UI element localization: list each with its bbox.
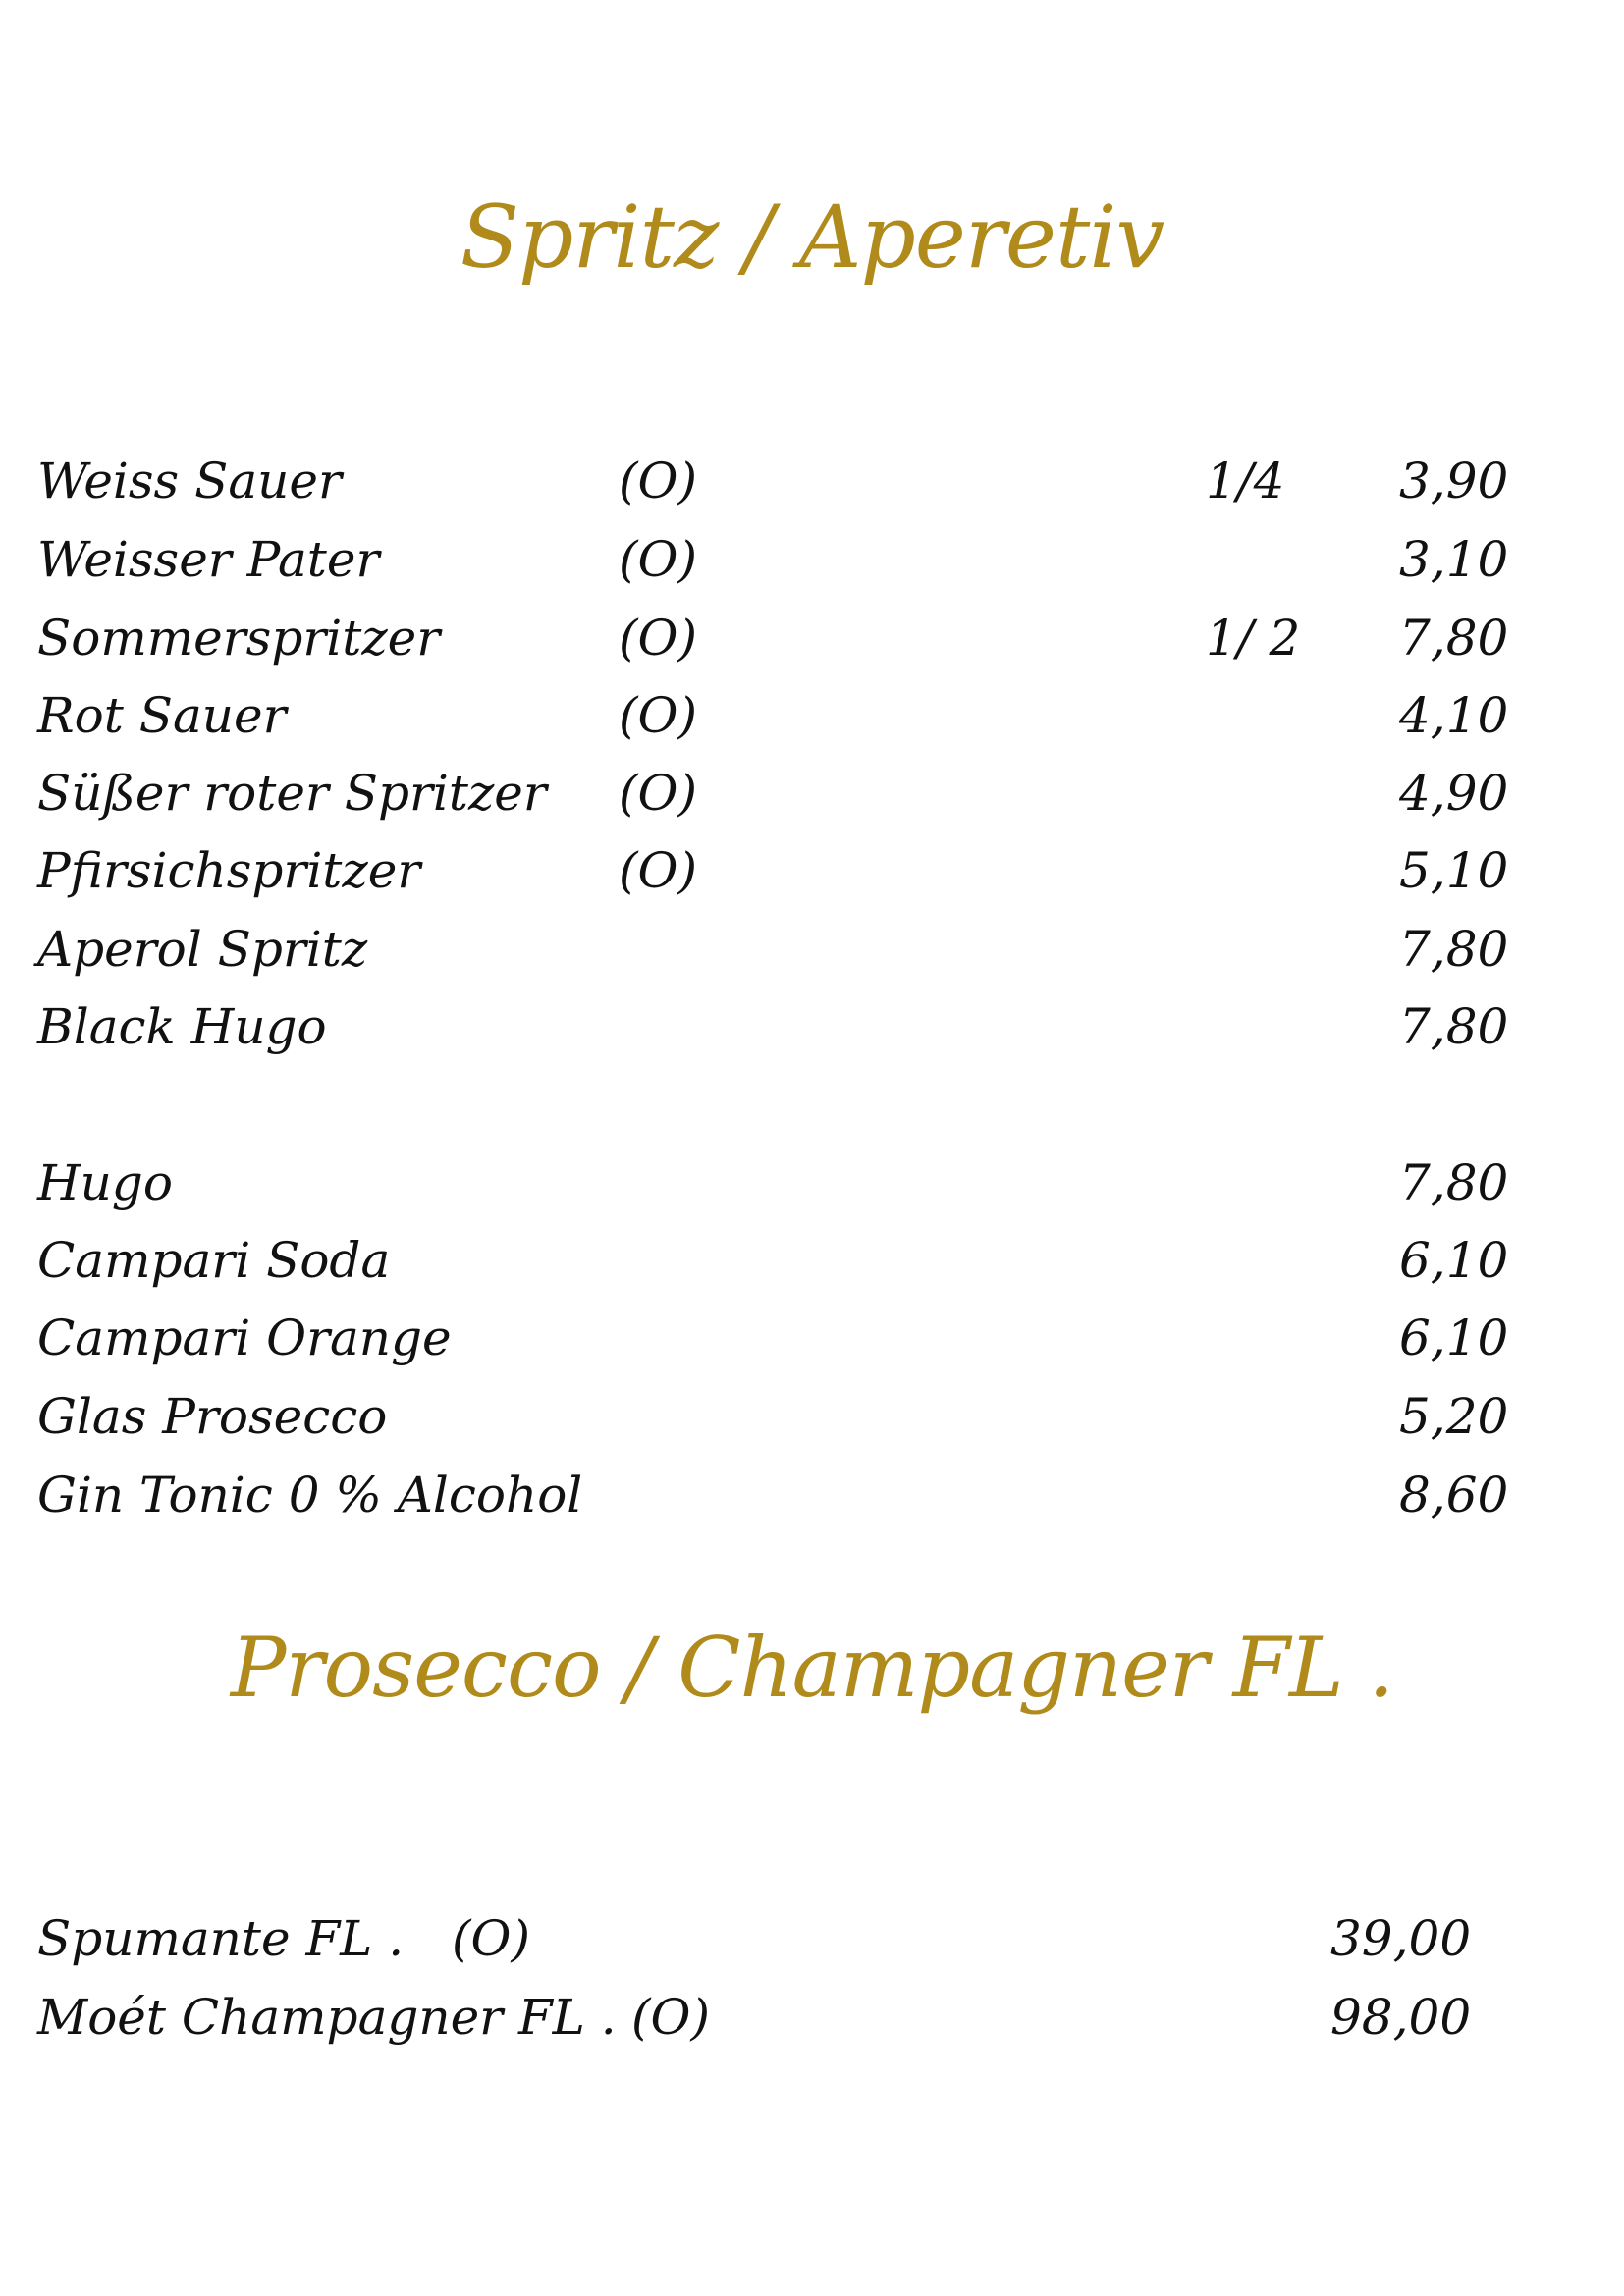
item-marker: (O)	[619, 842, 698, 899]
item-price: 3,10	[1399, 531, 1509, 588]
item-marker: (O)	[619, 531, 698, 588]
menu-item	[0, 447, 1624, 515]
item-name: Rot Sauer	[37, 687, 287, 744]
menu-item	[0, 915, 1624, 984]
menu-item	[0, 1382, 1624, 1451]
section-title-spritz: Spritz / Aperetiv	[460, 187, 1164, 288]
item-price: 5,10	[1399, 842, 1509, 899]
item-size: 1/ 2	[1206, 610, 1301, 667]
item-marker: (O)	[619, 765, 698, 822]
item-price: 6,10	[1399, 1232, 1509, 1289]
menu-item	[0, 1461, 1624, 1529]
item-name: Campari Orange	[37, 1309, 452, 1366]
item-price: 39,00	[1330, 1910, 1472, 1967]
item-name: Weisser Pater	[37, 531, 380, 588]
menu-item	[0, 992, 1624, 1061]
item-price: 7,80	[1399, 921, 1509, 978]
item-marker: (O)	[619, 687, 698, 744]
section-title-prosecco: Prosecco / Champagner FL .	[230, 1620, 1394, 1716]
item-name: Aperol Spritz	[37, 921, 368, 978]
item-size: 1/4	[1206, 453, 1285, 509]
item-marker: (O)	[619, 453, 698, 509]
menu-item	[0, 1226, 1624, 1295]
menu-item	[0, 1983, 1624, 2052]
item-name: Gin Tonic 0 % Alcohol	[37, 1467, 583, 1523]
item-name: Pfirsichspritzer	[37, 842, 421, 899]
menu-item	[0, 836, 1624, 905]
item-marker: (O)	[619, 610, 698, 667]
item-name: Hugo	[37, 1154, 173, 1211]
item-name: Spumante FL .	[37, 1910, 405, 1967]
item-marker: (O)	[452, 1910, 531, 1967]
menu-item	[0, 1148, 1624, 1217]
item-price: 4,90	[1399, 765, 1509, 822]
menu-item	[0, 604, 1624, 672]
item-name: Black Hugo	[37, 998, 327, 1055]
menu-item	[0, 681, 1624, 750]
item-price: 5,20	[1399, 1388, 1509, 1445]
item-price: 6,10	[1399, 1309, 1509, 1366]
menu-item	[0, 525, 1624, 594]
item-price: 7,80	[1399, 610, 1509, 667]
item-price: 3,90	[1399, 453, 1509, 509]
menu-item	[0, 759, 1624, 828]
item-name: Süßer roter Spritzer	[37, 765, 547, 822]
item-marker: (O)	[631, 1989, 711, 2046]
item-price: 8,60	[1399, 1467, 1509, 1523]
item-name: Campari Soda	[37, 1232, 391, 1289]
item-price: 7,80	[1399, 998, 1509, 1055]
menu-item	[0, 1304, 1624, 1372]
item-name: Glas Prosecco	[37, 1388, 388, 1445]
item-price: 4,10	[1399, 687, 1509, 744]
item-price: 98,00	[1330, 1989, 1472, 2046]
item-name: Moét Champagner FL .	[37, 1989, 617, 2046]
item-price: 7,80	[1399, 1154, 1509, 1211]
item-name: Weiss Sauer	[37, 453, 342, 509]
item-name: Sommerspritzer	[37, 610, 441, 667]
menu-item	[0, 1904, 1624, 1973]
